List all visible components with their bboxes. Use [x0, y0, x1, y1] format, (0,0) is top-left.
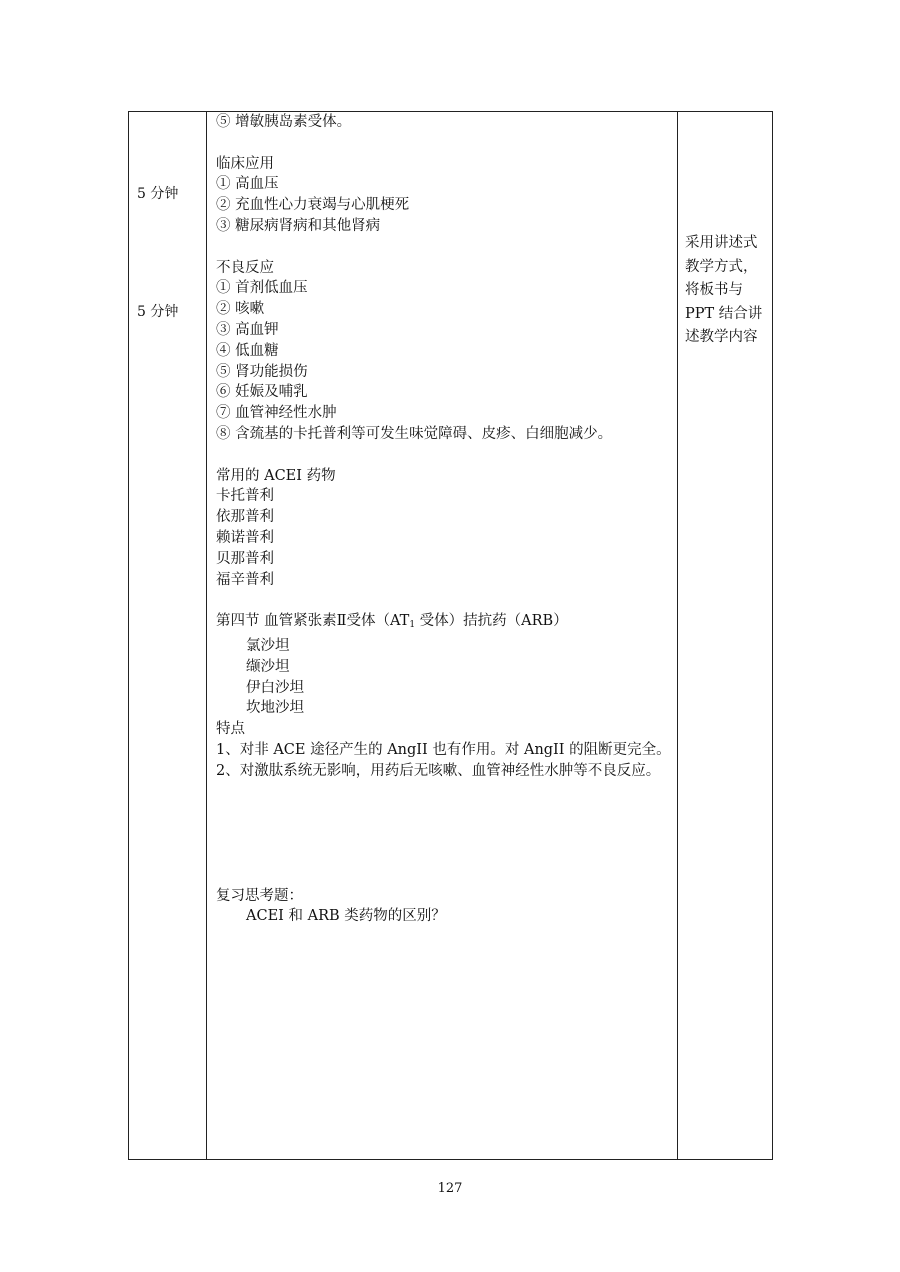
- column-divider: [677, 112, 678, 1159]
- lesson-content: [216, 112, 671, 927]
- list-item: ③ 高血钾: [216, 321, 279, 338]
- arb-drug-item: 氯沙坦: [246, 637, 290, 654]
- content-line: ⑤ 增敏胰岛素受体。: [216, 114, 352, 130]
- section-title: 第四节 血管紧张素Ⅱ受体（$AT_1$ 受体）拮抗药（ARB）: [216, 613, 568, 631]
- drug-item: 福辛普利: [216, 571, 274, 588]
- list-item: ⑥ 妊娠及哺乳: [216, 384, 308, 401]
- list-item: ② 充血性心力衰竭与心肌梗死: [216, 197, 410, 214]
- method-line: 述教学内容: [685, 329, 758, 345]
- method-line: 采用讲述式: [685, 235, 758, 251]
- feature-item: 1、对非 ACE 途径产生的 AngII 也有作用。对 AngII 的阻断更完全。: [216, 741, 671, 758]
- list-item: ② 咳嗽: [216, 301, 265, 318]
- clinical-title: 临床应用: [216, 155, 274, 172]
- list-item: ① 首剂低血压: [216, 280, 308, 297]
- list-item: ③ 糖尿病肾病和其他肾病: [216, 217, 381, 234]
- drug-item: 依那普利: [216, 509, 274, 526]
- adverse-title: 不良反应: [216, 259, 274, 276]
- list-item: ① 高血压: [216, 176, 279, 193]
- review-question: ACEI 和 ARB 类药物的区别？: [246, 908, 446, 925]
- arb-drug-item: 伊白沙坦: [246, 679, 304, 696]
- arb-drug-item: 缬沙坦: [246, 658, 290, 675]
- time-label: 5 分钟: [137, 186, 179, 202]
- method-line: PPT 结合讲: [685, 305, 763, 322]
- list-item: ⑧ 含巯基的卡托普利等可发生味觉障碍、皮疹、白细胞减少。: [216, 425, 613, 442]
- review-title: 复习思考题：: [216, 887, 303, 904]
- features-title: 特点: [216, 721, 245, 738]
- drugs-title: 常用的 ACEI 药物: [216, 467, 336, 484]
- list-item: ⑦ 血管神经性水肿: [216, 405, 337, 422]
- feature-item: 2、对激肽系统无影响，用药后无咳嗽、血管神经性水肿等不良反应。: [216, 762, 661, 779]
- drug-item: 卡托普利: [216, 488, 274, 505]
- method-line: 教学方式，: [685, 258, 758, 275]
- method-line: 将板书与: [685, 282, 743, 298]
- lesson-table: [128, 111, 773, 1160]
- column-divider: [206, 112, 207, 1159]
- list-item: ⑤ 肾功能损伤: [216, 363, 308, 380]
- drug-item: 赖诺普利: [216, 529, 274, 546]
- teaching-method: [685, 232, 769, 350]
- drug-item: 贝那普利: [216, 550, 274, 567]
- time-label: 5 分钟: [137, 304, 179, 320]
- list-item: ④ 低血糖: [216, 342, 279, 359]
- arb-drug-item: 坎地沙坦: [246, 700, 304, 717]
- page-number: 127: [437, 1181, 463, 1196]
